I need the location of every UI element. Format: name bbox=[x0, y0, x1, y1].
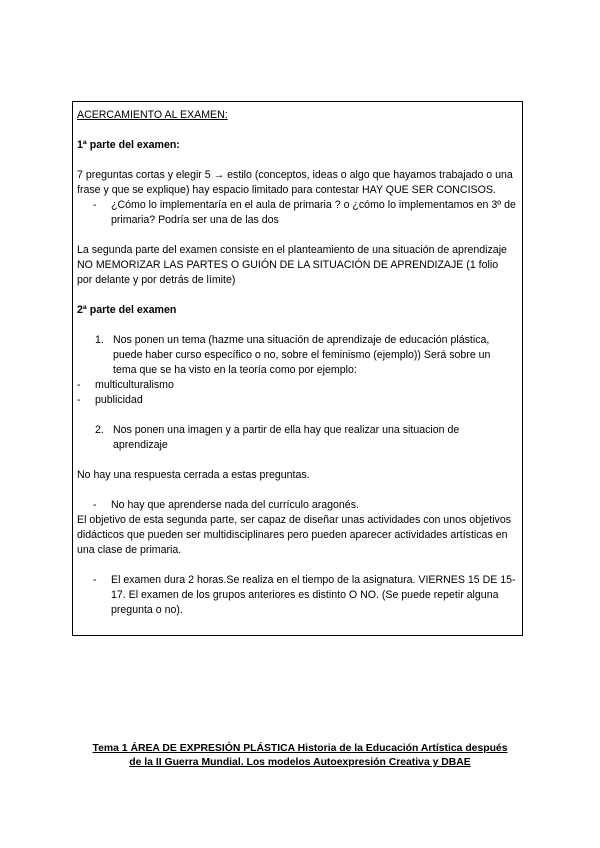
document-footer-title bbox=[70, 742, 530, 770]
curriculum-bullet: No hay que aprenderse nada del currículo aragonés. bbox=[111, 499, 359, 511]
bullet-dash: - bbox=[93, 499, 97, 511]
list-item bbox=[61, 393, 516, 408]
part1-second-paragraph: La segunda parte del examen consiste en el planteamiento de una situación de aprendizaje NO MEMORIZAR LAS PARTES O GUIÓN DE LA SITUACIÓN DE APRENDIZAJE (1 folio por delante y por detrás de límite) bbox=[77, 244, 507, 286]
bullet-dash: - bbox=[77, 379, 81, 391]
bullet-dash: - bbox=[77, 394, 81, 406]
footer-line-2: de la II Guerra Mundial. Los modelos Autoexpresión Creativa y DBAE bbox=[129, 757, 471, 768]
list-item bbox=[61, 378, 516, 393]
exam-heading: ACERCAMIENTO AL EXAMEN: bbox=[77, 109, 228, 121]
list-item bbox=[77, 423, 516, 453]
bullet-dash: - bbox=[93, 199, 97, 211]
subbullet-publicidad: publicidad bbox=[95, 394, 143, 406]
part2-title: 2ª parte del examen bbox=[77, 304, 177, 316]
item2-text: Nos ponen una imagen y a partir de ella hay que realizar una situacion de aprendizaje bbox=[113, 424, 460, 451]
part1-text: 7 preguntas cortas y elegir 5 → estilo (conceptos, ideas o algo que hayamos trabajado o una frase y que se explique) hay espacio limitado para contestar HAY QUE SER CONCISOS. bbox=[77, 169, 513, 196]
item-number: 1. bbox=[95, 334, 104, 346]
bullet-dash: - bbox=[93, 574, 97, 586]
list-item bbox=[77, 333, 516, 378]
exam-info-bullet: El examen dura 2 horas.Se realiza en el tiempo de la asignatura. VIERNES 15 DE 15-17. El examen de los grupos anteriores es distinto O NO. (Se puede repetir alguna pregunta o no). bbox=[111, 574, 516, 616]
list-item bbox=[77, 198, 516, 228]
objective-text: El objetivo de esta segunda parte, ser capaz de diseñar unas actividades con unos objetivos didácticos que pueden ser multidisciplinares pero pueden aparecer actividades artísticas en una clase de primaria. bbox=[77, 514, 512, 556]
list-item bbox=[77, 498, 516, 513]
list-item bbox=[77, 573, 516, 618]
part1-bullet: ¿Cómo lo implementaría en el aula de primaria ? o ¿cómo lo implementamos en 3º de primaria? Podría ser una de las dos bbox=[111, 199, 516, 226]
item-number: 2. bbox=[95, 424, 104, 436]
item1-text: Nos ponen un tema (hazme una situación de aprendizaje de educación plástica, puede haber curso específico o no, sobre el feminismo (ejemplo)) Será sobre un tema que se ha visto en la teoría como por ejemplo: bbox=[113, 334, 491, 376]
exam-notes-box bbox=[72, 101, 523, 636]
part1-title: 1ª parte del examen: bbox=[77, 139, 180, 151]
no-answer-note: No hay una respuesta cerrada a estas preguntas. bbox=[77, 469, 310, 481]
footer-line-1: Tema 1 ÁREA DE EXPRESIÓN PLÁSTICA Historia de la Educación Artística después bbox=[92, 743, 508, 754]
subbullet-multiculturalismo: multiculturalismo bbox=[95, 379, 174, 391]
